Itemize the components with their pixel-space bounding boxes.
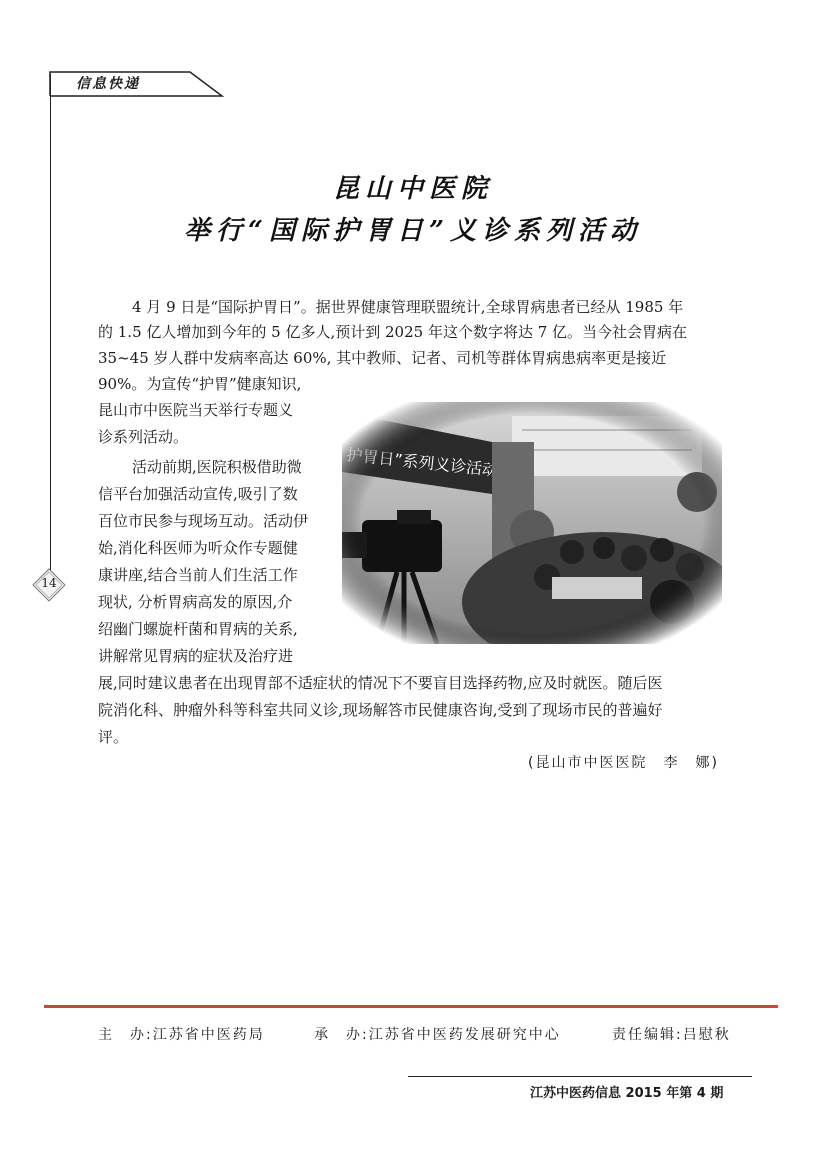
body-line-10: 始,消化科医师为听众作专题健 — [98, 539, 298, 557]
page-number: 14 — [41, 576, 57, 590]
section-label: 信息快递 — [76, 76, 140, 92]
body-line-8: 信平台加强活动宣传,吸引了数 — [98, 485, 298, 503]
body-line-15: 展,同时建议患者在出现胃部不适症状的情况下不要盲目选择药物,应及时就医。随后医 — [98, 674, 663, 692]
body-line-11: 康讲座,结合当前人们生活工作 — [98, 566, 298, 584]
body-line-14: 讲解常见胃病的症状及治疗进 — [98, 647, 294, 665]
issue-divider — [408, 1076, 752, 1077]
body-line-17: 评。 — [98, 728, 129, 746]
issue-label: 江苏中医药信息 2015 年第 4 期 — [530, 1086, 724, 1101]
body-line-2: 的 1.5 亿人增加到今年的 5 亿多人,预计到 2025 年这个数字将达 7 亿。当今社会胃病在 — [98, 323, 688, 341]
body-line-3: 35~45 岁人群中发病率高达 60%, 其中教师、记者、司机等群体胃病患病率更是接近 — [98, 349, 667, 367]
event-photo — [342, 402, 722, 644]
body-line-7: 活动前期,医院积极借助微 — [132, 458, 302, 476]
body-line-9: 百位市民参与现场互动。活动伊 — [98, 512, 309, 530]
article-title-line1: 昆山中医院 — [332, 174, 493, 204]
footer-divider — [44, 1005, 778, 1008]
footer-editor: 责任编辑:吕慰秋 — [612, 1027, 731, 1043]
footer-sponsor: 主 办:江苏省中医药局 — [98, 1027, 265, 1043]
body-line-5: 昆山市中医院当天举行专题义 — [98, 401, 294, 419]
body-line-12: 现状, 分析胃病高发的原因,介 — [98, 593, 293, 611]
author-signature: (昆山市中医医院 李 娜) — [528, 755, 719, 771]
section-tab-frame — [0, 0, 230, 110]
body-line-6: 诊系列活动。 — [98, 428, 189, 446]
article-title-line2: 举行“国际护胃日”义诊系列活动 — [184, 216, 642, 246]
body-line-13: 绍幽门螺旋杆菌和胃病的关系, — [98, 620, 298, 638]
body-line-16: 院消化科、肿瘤外科等科室共同义诊,现场解答市民健康咨询,受到了现场市民的普遍好 — [98, 701, 663, 719]
body-line-1: 4 月 9 日是“国际护胃日”。据世界健康管理联盟统计,全球胃病患者已经从 1985 年 — [132, 298, 684, 316]
left-margin-rule — [50, 74, 51, 574]
body-line-4: 90%。为宣传“护胃”健康知识, — [98, 375, 302, 393]
footer-organizer: 承 办:江苏省中医药发展研究中心 — [314, 1027, 561, 1043]
